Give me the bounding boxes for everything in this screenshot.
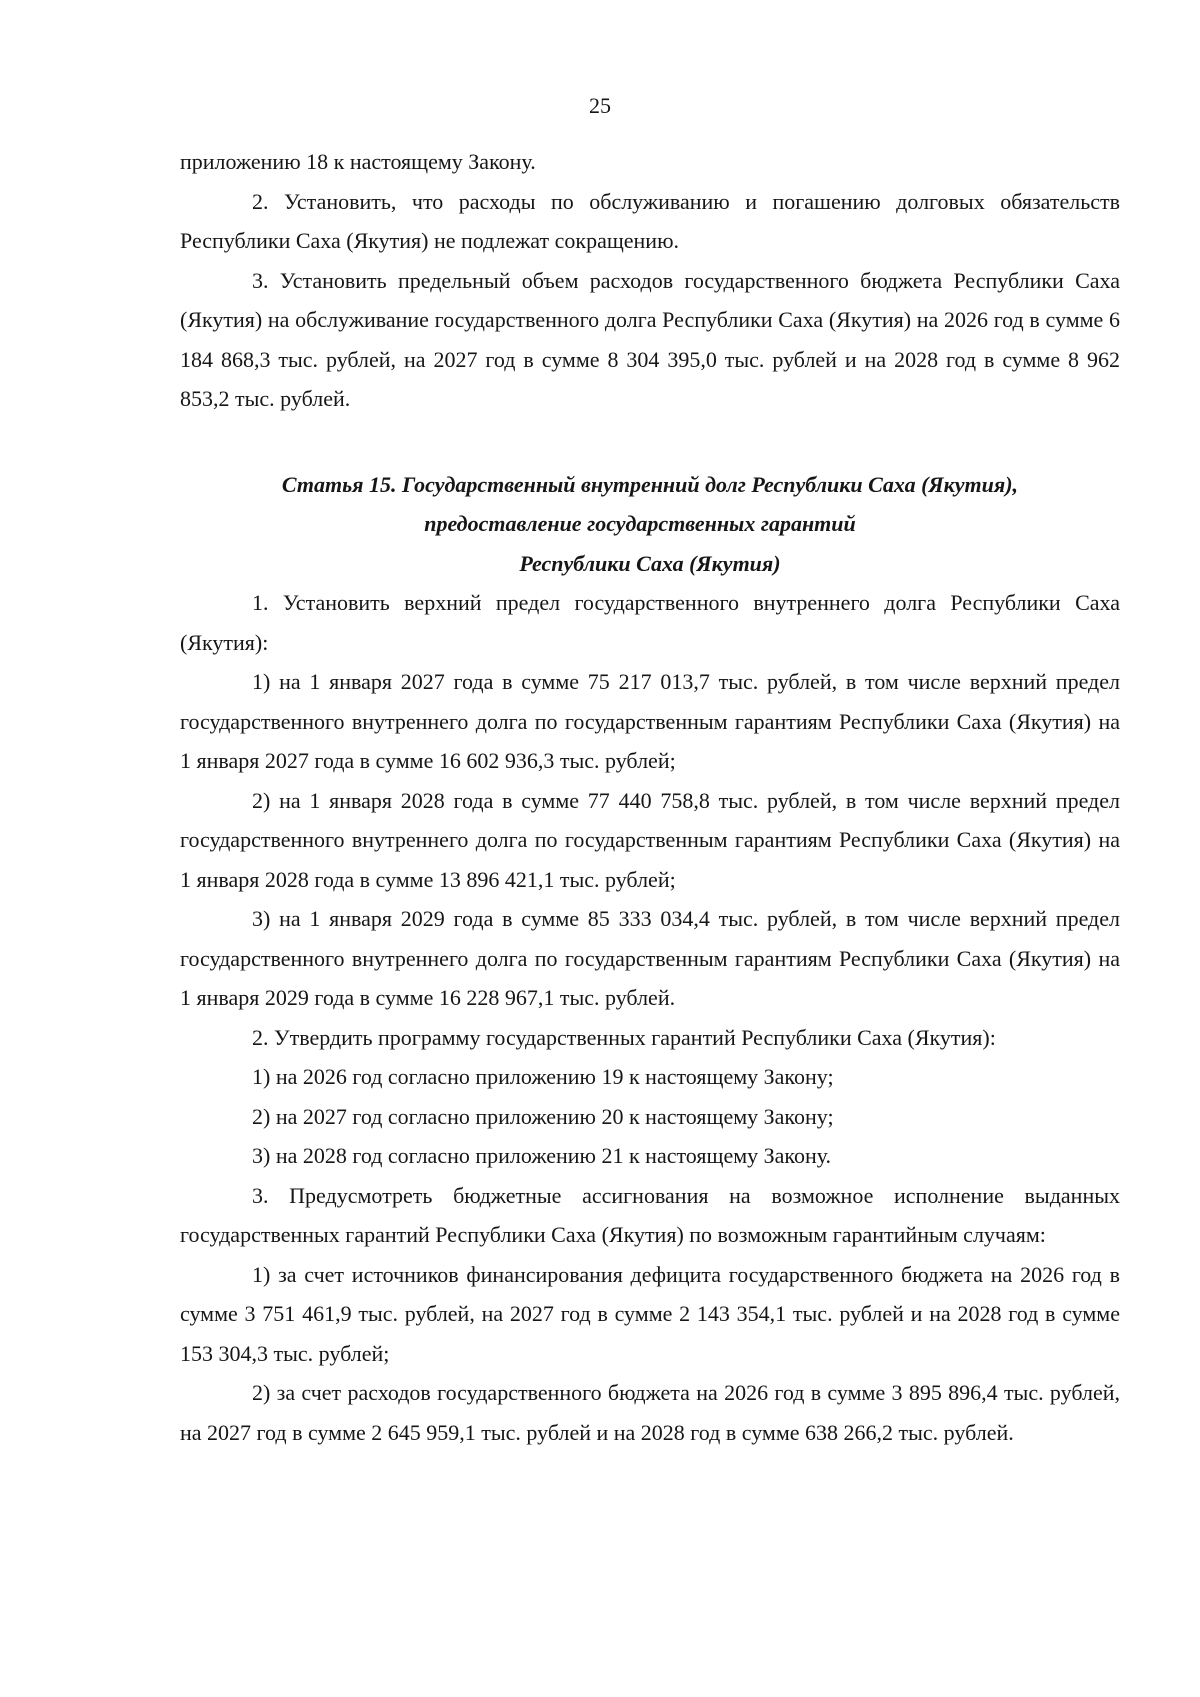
paragraph-allocation-budget-expenses: 2) за счет расходов государственного бюджета на 2026 год в сумме 3 895 896,4 тыс. рублей, на 2027 год в сумме 2 645 959,1 тыс. рублей и на 2028 год в сумме 638 266,2 тыс. рублей. — [180, 1380, 1120, 1445]
article-heading — [180, 465, 1120, 584]
paragraph-debt-limit-2027: 1) на 1 января 2027 года в сумме 75 217 013,7 тыс. рублей, в том числе верхний предел государственного внутреннего долга по государственным гарантиям Республики Саха (Якутия) на 1 января 2027 года в сумме 16 602 936,3 тыс. рублей; — [180, 669, 1120, 773]
paragraph-continuation: приложению 18 к настоящему Закону. — [180, 149, 536, 174]
paragraph-allocation-deficit-sources: 1) за счет источников финансирования дефицита государственного бюджета на 2026 год в сумме 3 751 461,9 тыс. рублей, на 2027 год в сумме 2 143 354,1 тыс. рублей и на 2028 год в сумме 153 304,3 тыс. рублей; — [180, 1261, 1120, 1366]
paragraph-point-3: 3. Установить предельный объем расходов государственного бюджета Республики Саха (Якутия) на обслуживание государственного долга Республики Саха (Якутия) на 2026 год в сумме 6 184 868,3 тыс. рублей, на 2027 год в сумме 8 304 395,0 тыс. рублей и на 2028 год в сумме 8 962 853,2 тыс. рублей. — [180, 267, 1120, 411]
paragraph-debt-limit-2029: 3) на 1 января 2029 года в сумме 85 333 034,4 тыс. рублей, в том числе верхний предел государственного внутреннего долга по государственным гарантиям Республики Саха (Якутия) на 1 января 2029 года в сумме 16 228 967,1 тыс. рублей. — [180, 906, 1120, 1010]
paragraph-debt-limit: 1. Установить верхний предел государственного внутреннего долга Республики Саха (Якутия): — [180, 590, 1120, 655]
article-heading-line-1: Статья 15. Государственный внутренний долг Республики Саха (Якутия), — [281, 471, 1019, 497]
paragraph-guarantee-program: 2. Утвердить программу государственных гарантий Республики Саха (Якутия): — [252, 1024, 996, 1050]
document-body — [180, 142, 1120, 1452]
paragraph-point-2: 2. Установить, что расходы по обслуживанию и погашению долговых обязательств Республики Саха (Якутия) не подлежат сокращению. — [180, 188, 1120, 253]
article-heading-line-3: Республики Саха (Якутия) — [519, 550, 781, 576]
paragraph-guarantee-allocations: 3. Предусмотреть бюджетные ассигнования на возможное исполнение выданных государственных гарантий Республики Саха (Якутия) по возможным гарантийным случаям: — [180, 1182, 1120, 1247]
paragraph-guarantee-2026: 1) на 2026 год согласно приложению 19 к настоящему Закону; — [252, 1064, 834, 1089]
paragraph-debt-limit-2028: 2) на 1 января 2028 года в сумме 77 440 758,8 тыс. рублей, в том числе верхний предел государственного внутреннего долга по государственным гарантиям Республики Саха (Якутия) на 1 января 2028 года в сумме 13 896 421,1 тыс. рублей; — [180, 787, 1120, 892]
paragraph-guarantee-2027: 2) на 2027 год согласно приложению 20 к настоящему Закону; — [252, 1103, 834, 1129]
paragraph-guarantee-2028: 3) на 2028 год согласно приложению 21 к настоящему Закону. — [252, 1143, 832, 1168]
page-number: 25 — [589, 93, 611, 118]
article-heading-line-2: предоставление государственных гарантий — [424, 511, 856, 536]
